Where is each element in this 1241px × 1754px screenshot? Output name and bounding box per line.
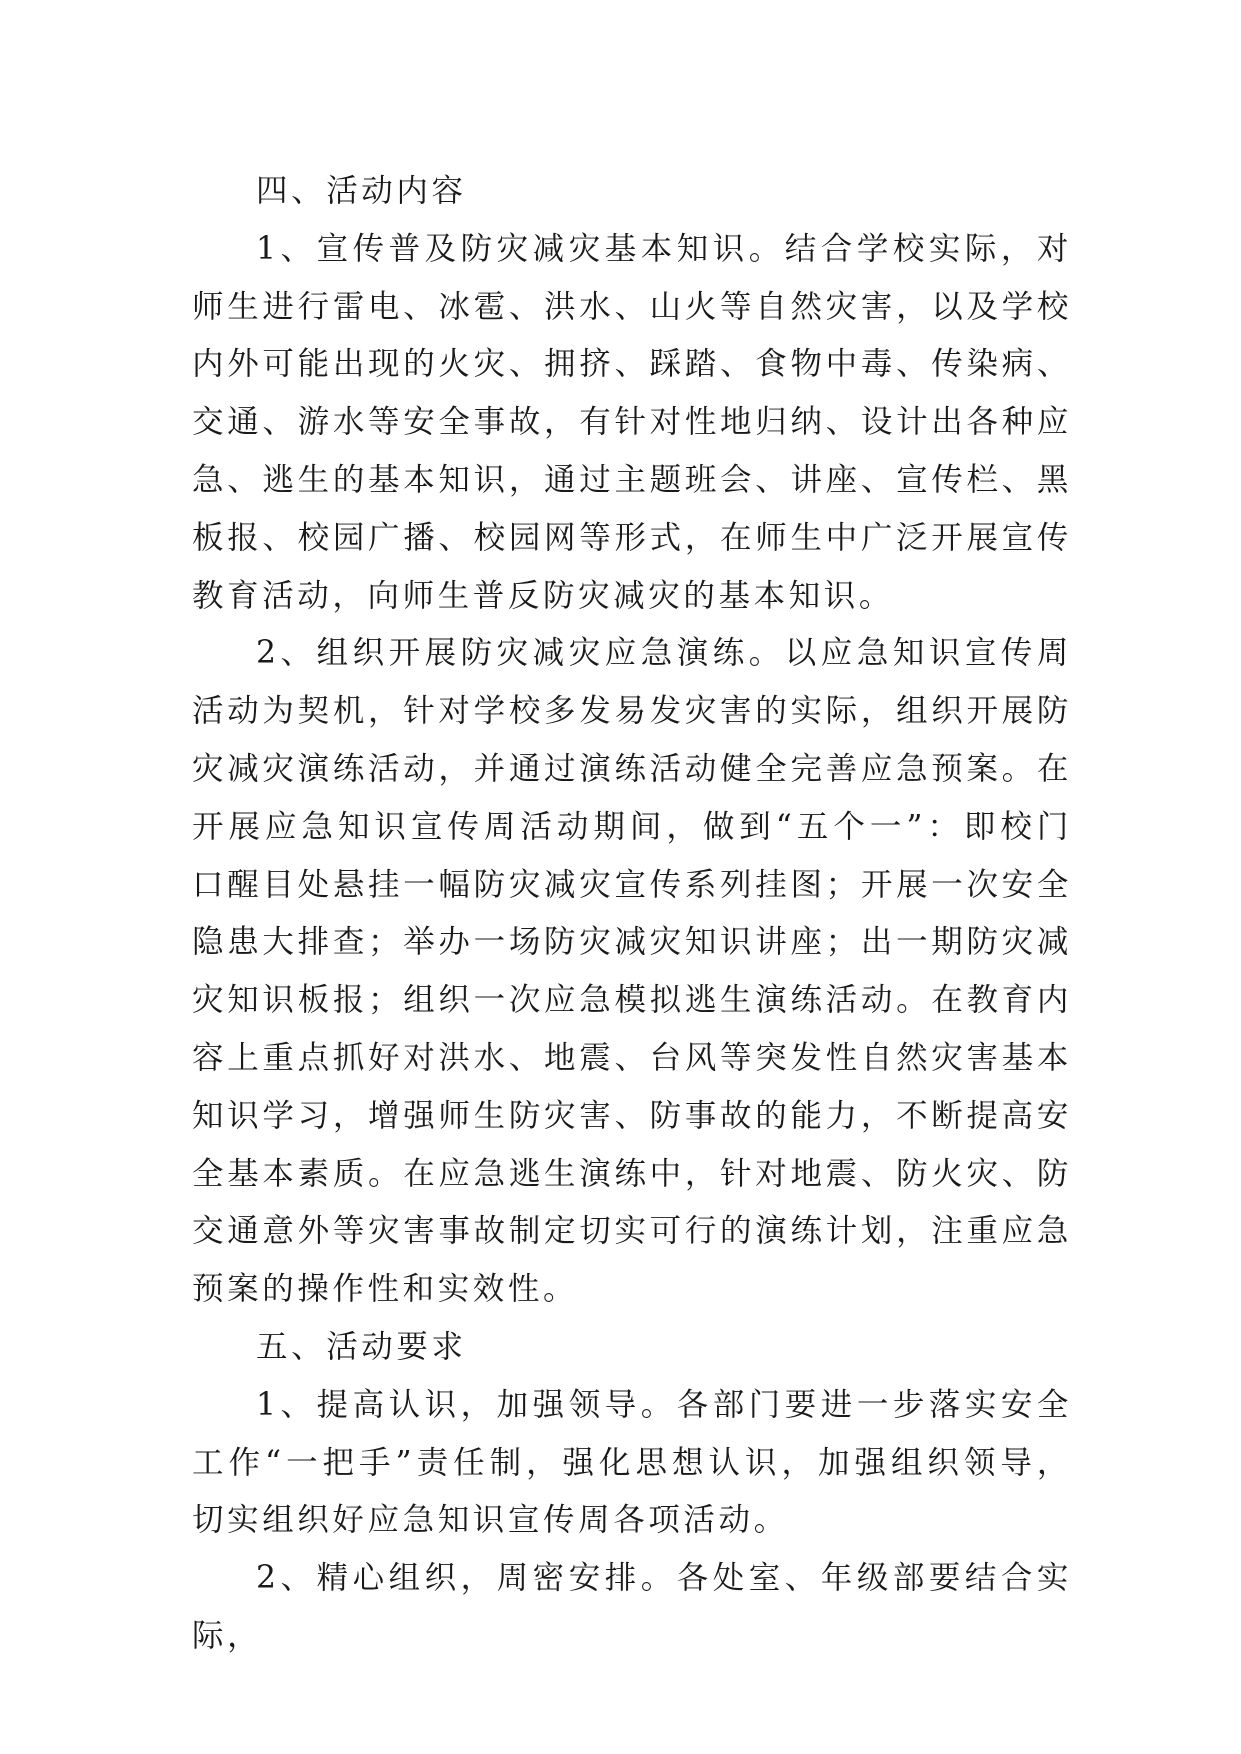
section-heading-activity-requirements: 五、活动要求 [256,1328,467,1365]
paragraph-emergency-drill: 2、组织开展防灾减灾应急演练。以应急知识宣传周活动为契机，针对学校多发易发灾害的实际，组织开展防灾减灾演练活动，并通过演练活动健全完善应急预案。在开展应急知识宣传周活动期间，做到“五个一”：即校门口醒目处悬挂一幅防灾减灾宣传系列挂图；开展一次安全隐患大排查；举办一场防灾减灾知识讲座；出一期防灾减灾知识板报；组织一次应急模拟逃生演练活动。在教育内容上重点抓好对洪水、地震、台风等突发性自然灾害基本知识学习，增强师生防灾害、防事故的能力，不断提高安全基本素质。在应急逃生演练中，针对地震、防火灾、防交通意外等灾害事故制定切实可行的演练计划，注重应急预案的操作性和实效性。 [192,635,1072,1308]
document-body [192,163,1072,1666]
paragraph-raise-awareness: 1、提高认识，加强领导。各部门要进一步落实安全工作“一把手”责任制，强化思想认识，加强组织领导，切实组织好应急知识宣传周各项活动。 [192,1386,1072,1539]
section-heading-activity-content: 四、活动内容 [256,173,467,209]
paragraph-careful-organization: 2、精心组织，周密安排。各处室、年级部要结合实际， [192,1560,1072,1654]
paragraph-publicity-knowledge: 1、宣传普及防灾减灾基本知识。结合学校实际，对师生进行雷电、冰雹、洪水、山火等自然灾害，以及学校内外可能出现的火灾、拥挤、踩踏、食物中毒、传染病、交通、游水等安全事故，有针对性地归纳、设计出各种应急、逃生的基本知识，通过主题班会、讲座、宣传栏、黑板报、校园广播、校园网等形式，在师生中广泛开展宣传教育活动，向师生普反防灾减灾的基本知识。 [192,230,1072,614]
